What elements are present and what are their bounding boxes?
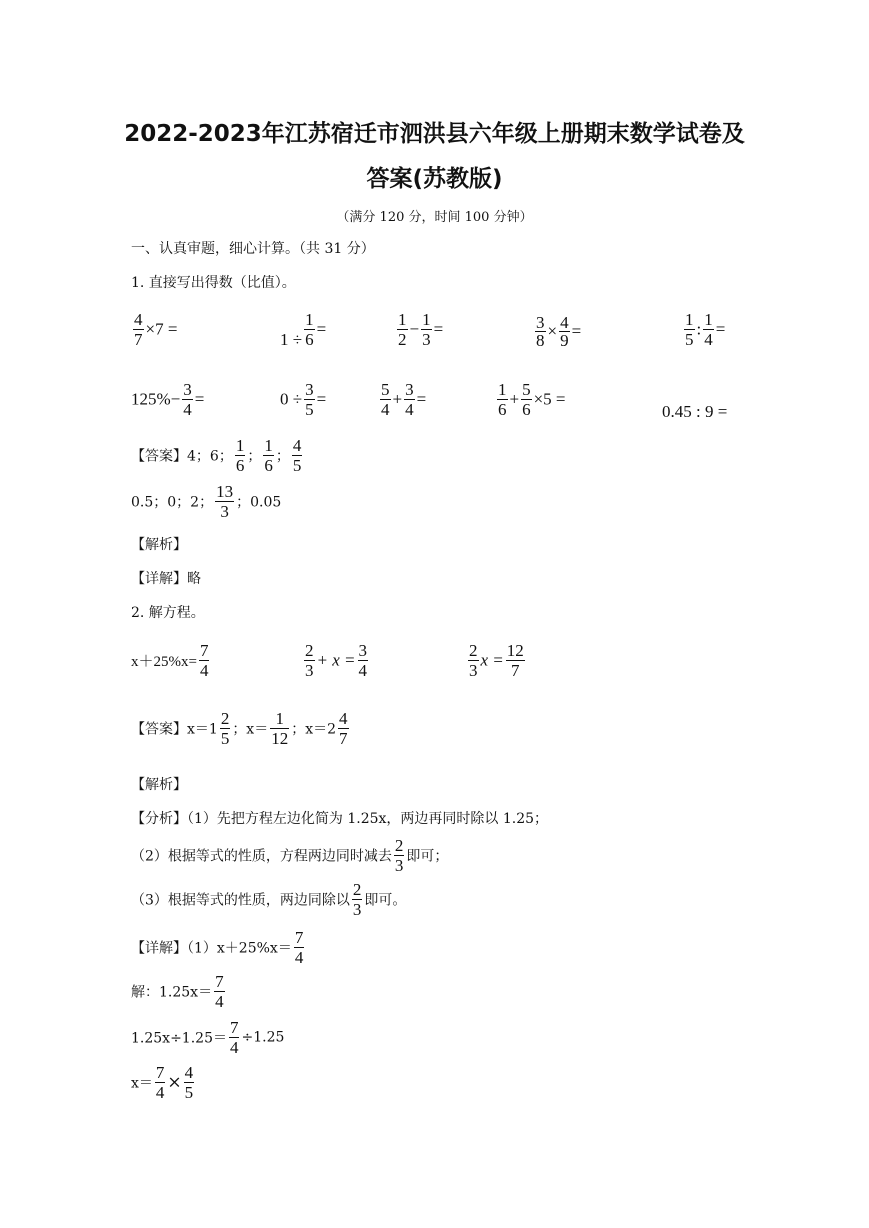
- detail-2-line3: 1.25x÷1.25＝ $\frac{7}{4}$ ÷1.25: [131, 1018, 285, 1057]
- analysis-2-line1: 【分析】（1）先把方程左边化简为 1.25x，两边再同时除以 1.25；: [131, 811, 549, 827]
- page-title-line2: 答案(苏教版): [366, 166, 503, 192]
- expr-1: $\frac{4}{7}$ ×7 =: [134, 310, 178, 349]
- equation-1: x＋25%x= $\frac{7}{4}$: [131, 641, 209, 680]
- detail-2-line4: x＝ $\frac{7}{4}$ × $\frac{4}{5}$: [131, 1063, 194, 1102]
- expr-4: $\frac{3}{8}$ × $\frac{4}{9}$ =: [536, 313, 582, 350]
- analysis-1-label: 【解析】: [131, 537, 187, 553]
- expr-10: 0.45 : 9 =: [662, 402, 728, 421]
- answer-1-line1: 【答案】4；6； $\frac{1}{6}$ ； $\frac{1}{6}$ ； $\frac{4}{5}$: [131, 436, 302, 475]
- question-1-label: 1. 直接写出得数（比值）。: [131, 275, 296, 291]
- detail-2-line2: 解：1.25x＝ $\frac{7}{4}$: [131, 972, 224, 1011]
- detail-2-line1: 【详解】（1）x＋25%x＝ $\frac{7}{4}$: [131, 928, 304, 967]
- answer-1-line2: 0.5；0；2； $\frac{13}{3}$ ；0.05: [131, 482, 282, 521]
- equation-2: $\frac{2}{3}$ + x = $\frac{3}{4}$: [305, 641, 367, 680]
- analysis-2-line3: （3）根据等式的性质，两边同除以 $\frac{2}{3}$ 即可。: [131, 880, 407, 919]
- analysis-2-line2: （2）根据等式的性质，方程两边同时减去 $\frac{2}{3}$ 即可；: [131, 836, 449, 875]
- page-title-line1: 2022-2023年江苏宿迁市泗洪县六年级上册期末数学试卷及: [124, 121, 745, 147]
- expr-5: $\frac{1}{5}$ : $\frac{1}{4}$ =: [685, 310, 726, 349]
- equation-3: $\frac{2}{3}$ x = $\frac{12}{7}$: [469, 641, 524, 680]
- expr-8: $\frac{5}{4}$ + $\frac{3}{4}$ =: [381, 380, 427, 419]
- expr-6: 125%− $\frac{3}{4}$ =: [131, 380, 205, 419]
- expr-2: 1 ÷ $\frac{1}{6}$ =: [280, 310, 327, 349]
- page-subtitle: （满分 120 分，时间 100 分钟）: [336, 210, 533, 225]
- answer-2: 【答案】x＝1 $\frac{2}{5}$ ；x＝ $\frac{1}{12}$ ；x＝2 $\frac{4}{7}$: [131, 709, 348, 748]
- question-2-label: 2. 解方程。: [131, 605, 205, 621]
- expr-7: 0 ÷ $\frac{3}{5}$ =: [280, 380, 327, 419]
- expr-9: $\frac{1}{6}$ + $\frac{5}{6}$ ×5 =: [498, 380, 566, 419]
- analysis-2-label: 【解析】: [131, 777, 187, 793]
- section-heading: 一、认真审题，细心计算。（共 31 分）: [131, 241, 375, 257]
- expr-3: $\frac{1}{2}$ − $\frac{1}{3}$ =: [398, 310, 444, 349]
- detail-1: 【详解】略: [131, 571, 201, 587]
